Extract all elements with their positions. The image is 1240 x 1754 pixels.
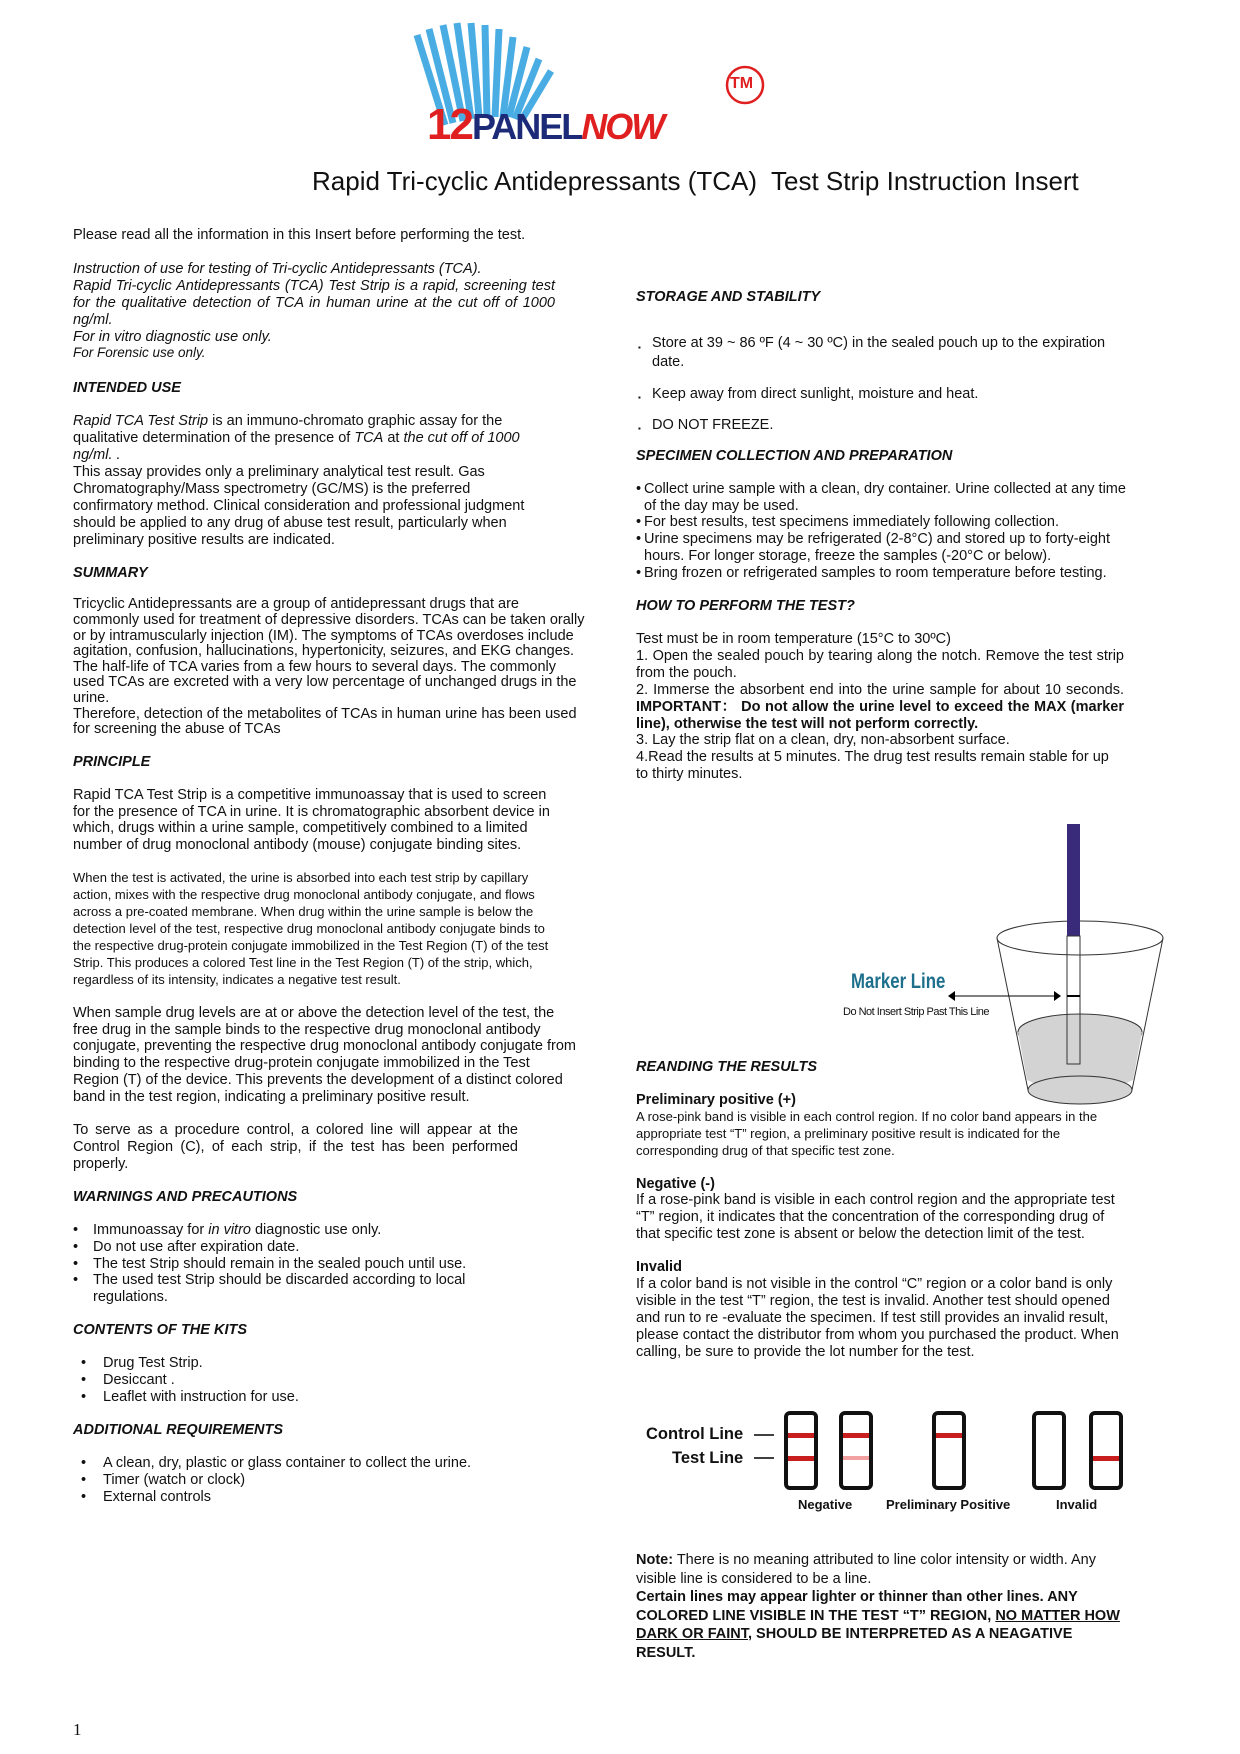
strip-negative-2 bbox=[841, 1413, 871, 1488]
logo-now: NOW bbox=[581, 106, 664, 147]
note-text: Note: There is no meaning attributed to line color intensity or width. Any visible line is considered to be a line. bbox=[636, 1552, 1096, 1587]
step-text: 4.Read the results at 5 minutes. The drug test results remain stable for up to thirty minutes. bbox=[636, 749, 1109, 783]
test-strip bbox=[1067, 824, 1080, 936]
instruction-line: For in vitro diagnostic use only. bbox=[73, 328, 272, 345]
logo-number: 12 bbox=[427, 100, 472, 149]
list-item: • Timer (watch or clock) bbox=[73, 1472, 585, 1489]
positive-title: Preliminary positive (+) bbox=[636, 1091, 796, 1108]
intro-text: Please read all the information in this Insert before performing the test. bbox=[73, 227, 526, 243]
reading-section bbox=[636, 1059, 1126, 1361]
additional-list bbox=[73, 1455, 585, 1506]
negative-label: Negative bbox=[798, 1497, 853, 1512]
control-line-label: Control Line bbox=[646, 1425, 744, 1443]
summary-p2: Therefore, detection of the metabolites of TCAs in human urine has been used for screening the abuse of TCAs bbox=[73, 705, 577, 738]
step-text: 3. Lay the strip flat on a clean, dry, non-absorbent surface. bbox=[636, 732, 1010, 749]
strip-negative-1 bbox=[786, 1413, 816, 1488]
list-item: • Collect urine sample with a clean, dry container. Urine collected at any time of the day may be used. bbox=[636, 481, 1126, 515]
contents-list bbox=[73, 1355, 585, 1406]
step-text: Test must be in room temperature (15°C to 30ºC) bbox=[636, 630, 951, 647]
list-item: • A clean, dry, plastic or glass container to collect the urine. bbox=[73, 1455, 585, 1472]
list-item: • For best results, test specimens immediately following collection. bbox=[636, 514, 1126, 531]
principle-p1: Rapid TCA Test Strip is a competitive immunoassay that is used to screen for the presence of TCA in urine. It is chromatographic absorbent device in which, drugs within a urine sample, competitively combined to a limited number of drug monoclonal antibody (mouse) conjugate binding sites. bbox=[73, 786, 550, 854]
positive-text: A rose-pink band is visible in each control region. If no color band appears in the appropriate test “T” region, a preliminary positive result is indicated for the corresponding drug of that specific test zone. bbox=[636, 1108, 1098, 1158]
heading-reading: REANDING THE RESULTS bbox=[636, 1059, 817, 1075]
heading-additional: ADDITIONAL REQUIREMENTS bbox=[73, 1421, 283, 1438]
list-item: ▪ DO NOT FREEZE. bbox=[636, 417, 1126, 434]
page-number: 1 bbox=[73, 1720, 82, 1739]
heading-intended-use: INTENDED USE bbox=[73, 380, 181, 397]
step-text: 2. Immerse the absorbent end into the urine sample for about 10 seconds. IMPORTANT： Do not allow the urine level to exceed the MAX (marker line), otherwise the test will not perform correctly. bbox=[636, 681, 1124, 732]
list-item: • Leaflet with instruction for use. bbox=[73, 1389, 585, 1406]
summary-p1: Tricyclic Antidepressants are a group of antidepressant drugs that are commonly used for treatment of depressive disorders. TCAs can be taken orally or by intramuscularly injection (IM). The symptoms of TCAs overdoses include agitation, confusion, hallucinations, hypertonicity, seizures, and EKG changes. The half-life of TCA varies from a few hours to several days. The commonly used TCAs are excreted with a very low percentage of unchanged drugs in the urine. bbox=[73, 596, 585, 706]
test-line-label: Test Line bbox=[672, 1449, 744, 1467]
note-warning: Certain lines may appear lighter or thinner than other lines. ANY COLORED LINE VISIBLE IN THE TEST “T” REGION, NO MATTER HOW DARK OR FAINT, SHOULD BE INTERPRETED AS A NEAGATIVE RESULT. bbox=[636, 1589, 1120, 1661]
warnings-list bbox=[73, 1222, 503, 1307]
list-item: • Immunoassay for in vitro diagnostic use only. bbox=[73, 1222, 503, 1239]
strip-positive bbox=[934, 1413, 964, 1488]
invalid-title: Invalid bbox=[636, 1259, 682, 1276]
instruction-block bbox=[73, 261, 555, 362]
principle-p4: To serve as a procedure control, a colored line will appear at the Control Region (C), of each strip, if the test has been performed properly. bbox=[73, 1122, 518, 1172]
principle-p2: When the test is activated, the urine is absorbed into each test strip by capillary action, mixes with the respective drug monoclonal antibody conjugate, and flows across a pre-coated membrane. When drug within the urine sample is below the detection level of the test, respective drug monoclonal antibody conjugate binds to the respective drug-protein conjugate immobilized in the Test Region (T) of the test Strip. This produces a colored Test line in the Test Region (T) of the strip, which, regardless of its intensity, indicates a negative test result. bbox=[73, 870, 549, 987]
heading-specimen: SPECIMEN COLLECTION AND PREPARATION bbox=[636, 447, 953, 464]
right-column bbox=[636, 289, 1126, 783]
strip-invalid-2 bbox=[1091, 1413, 1121, 1488]
intended-use-p1: Rapid TCA Test Strip is an immuno-chromato graphic assay for the qualitative determination of the presence of TCA at the cut off of 1000 ng/ml. . bbox=[73, 413, 520, 464]
heading-principle: PRINCIPLE bbox=[73, 753, 151, 770]
heading-contents: CONTENTS OF THE KITS bbox=[73, 1322, 247, 1339]
list-item: • Desiccant . bbox=[73, 1372, 585, 1389]
list-item: • Bring frozen or refrigerated samples to room temperature before testing. bbox=[636, 565, 1126, 582]
intended-use-p2: This assay provides only a preliminary analytical test result. Gas Chromatography/Mass spectrometry (GC/MS) is the preferred confirmatory method. Clinical consideration and professional judgment should be applied to any drug of abuse test result, particularly when preliminary positive results are indicated. bbox=[73, 463, 525, 548]
heading-warnings: WARNINGS AND PRECAUTIONS bbox=[73, 1188, 298, 1205]
negative-text: If a rose-pink band is visible in each control region and the appropriate test “T” region, it indicates that the concentration of the corresponding drug of that specific test zone is absent or below the detection limit of the test. bbox=[636, 1192, 1115, 1243]
logo bbox=[405, 15, 785, 155]
marker-note: Do Not Insert Strip Past This Line bbox=[843, 1006, 990, 1018]
storage-list bbox=[636, 334, 1126, 434]
positive-label: Preliminary Positive bbox=[886, 1497, 1011, 1512]
strip-invalid-1 bbox=[1034, 1413, 1064, 1488]
negative-title: Negative (-) bbox=[636, 1175, 715, 1192]
results-diagram bbox=[636, 1405, 1131, 1523]
instruction-line: Rapid Tri-cyclic Antidepressants (TCA) Test Strip is a rapid, screening test for the qualitative detection of TCA in human urine at the cut off of 1000 ng/ml. bbox=[73, 277, 555, 328]
invalid-text: If a color band is not visible in the control “C” region or a color band is only visible in the test “T” region, the test is invalid. Another test should opened and run to re -evaluate the specimen. If test still provides an invalid result, please contact the distributor from whom you purchased the product. When calling, be sure to provide the lot number for the test. bbox=[636, 1276, 1119, 1360]
list-item: • The used test Strip should be discarded according to local regulations. bbox=[73, 1272, 503, 1306]
specimen-list bbox=[636, 481, 1126, 582]
heading-storage: STORAGE AND STABILITY bbox=[636, 289, 821, 305]
marker-line-label: Marker Line bbox=[851, 970, 946, 993]
principle-p3: When sample drug levels are at or above the detection level of the test, the free drug in the sample binds to the respective drug monoclonal antibody conjugate, preventing the respective drug monoclonal antibody conjugate from binding to the respective drug-protein conjugate immobilized in the Test Region (T) of the device. This prevents the development of a distinct colored band in the test region, indicating a preliminary positive result. bbox=[73, 1004, 576, 1106]
list-item: • Urine specimens may be refrigerated (2-8°C) and stored up to forty-eight hours. For longer storage, freeze the samples (-20°C or below). bbox=[636, 531, 1126, 565]
list-item: • Do not use after expiration date. bbox=[73, 1239, 503, 1256]
instruction-line: Instruction of use for testing of Tri-cyclic Antidepressants (TCA). bbox=[73, 260, 482, 277]
list-item: • Drug Test Strip. bbox=[73, 1355, 585, 1372]
left-column bbox=[73, 227, 585, 1505]
list-item: • External controls bbox=[73, 1489, 585, 1506]
page-title: Rapid Tri-cyclic Antidepressants (TCA) Test Strip Instruction Insert bbox=[312, 166, 1079, 196]
logo-panel: PANEL bbox=[471, 106, 582, 147]
logo-wordmark bbox=[427, 100, 663, 150]
step-text: 1. Open the sealed pouch by tearing along the notch. Remove the test strip from the pouch. bbox=[636, 647, 1124, 681]
instruction-line: For Forensic use only. bbox=[73, 345, 206, 361]
list-item: ▪ Keep away from direct sunlight, moisture and heat. bbox=[636, 386, 1126, 403]
list-item: • The test Strip should remain in the sealed pouch until use. bbox=[73, 1256, 503, 1273]
list-item: ▪ Store at 39 ~ 86 ºF (4 ~ 30 ºC) in the sealed pouch up to the expiration date. bbox=[636, 334, 1126, 372]
note-section bbox=[636, 1551, 1126, 1662]
invalid-label: Invalid bbox=[1056, 1497, 1098, 1512]
heading-summary: SUMMARY bbox=[73, 564, 148, 581]
how-to-steps bbox=[636, 631, 1124, 783]
heading-how-to: HOW TO PERFORM THE TEST? bbox=[636, 598, 855, 615]
tm-mark: TM bbox=[730, 75, 754, 92]
